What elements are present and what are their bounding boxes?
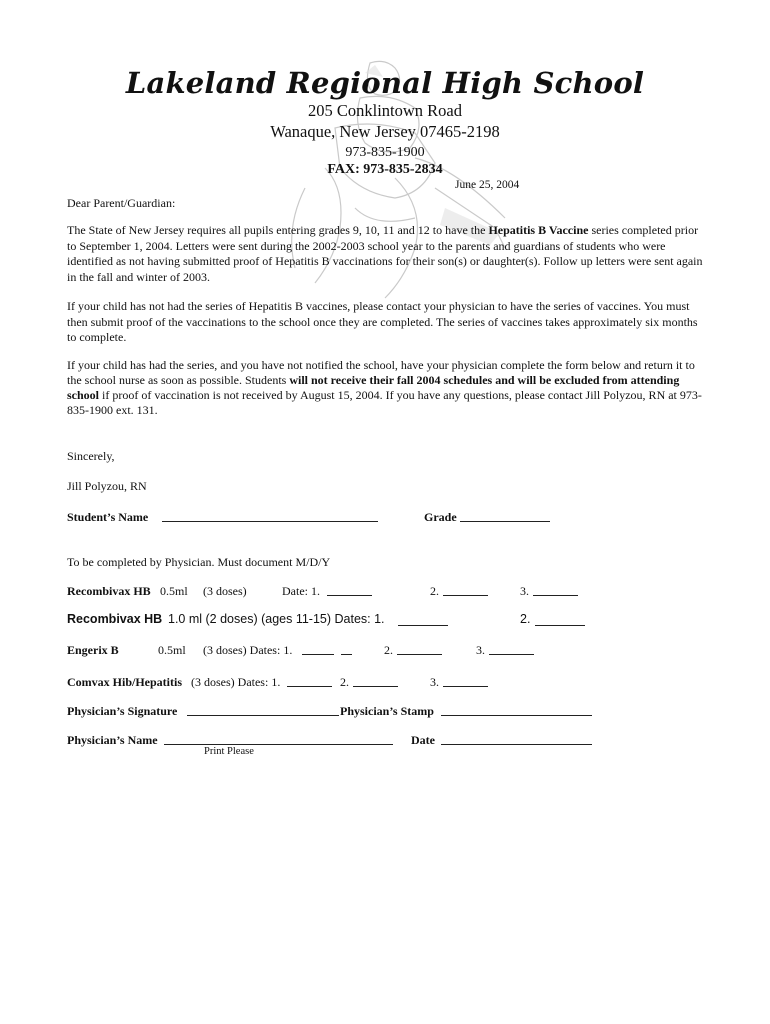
- paragraph-1: [67, 223, 707, 285]
- physician-signature-field[interactable]: [187, 703, 339, 716]
- recombivax-10-details: 1.0 ml (2 doses) (ages 11-15) Dates: 1.: [168, 612, 385, 626]
- paragraph-3-bold: will not receive their fall 2004 schedules and will be excluded from attending school: [67, 373, 680, 402]
- engerix-name: Engerix B: [67, 643, 119, 657]
- print-please-note: Print Please: [204, 746, 254, 757]
- physician-stamp-label: Physician’s Stamp: [340, 704, 434, 718]
- comvax-date-3-field[interactable]: [443, 674, 488, 687]
- recombivax-10-date-2-field[interactable]: [535, 613, 585, 626]
- date-label: Date: [411, 733, 435, 747]
- engerix-details: (3 doses) Dates: 1.: [203, 643, 293, 657]
- phone-number: 973-835-1900: [345, 145, 425, 160]
- paragraph-3: [67, 358, 707, 418]
- physician-name-label: Physician’s Name: [67, 733, 158, 747]
- signature-name: Jill Polyzou, RN: [67, 479, 147, 493]
- physician-instructions: To be completed by Physician. Must document M/D/Y: [67, 555, 331, 569]
- physician-name-field[interactable]: [164, 732, 393, 745]
- engerix-date-2-field[interactable]: [397, 642, 442, 655]
- paragraph-3-start: If your child has had the series, and you have not notified the school, have your physician complete the form below and return it to the school nurse as soon as possible. Students: [67, 358, 695, 387]
- grade-label: Grade: [424, 510, 457, 524]
- comvax-details: (3 doses) Dates: 1.: [191, 675, 281, 689]
- grade-field[interactable]: [460, 509, 550, 522]
- recombivax-05-name: Recombivax HB: [67, 584, 151, 598]
- date-field[interactable]: [441, 732, 592, 745]
- closing: Sincerely,: [67, 449, 115, 463]
- engerix-dose: 0.5ml: [158, 643, 186, 657]
- physician-signature-label: Physician’s Signature: [67, 704, 178, 718]
- recombivax-05-date-2-field[interactable]: [443, 583, 488, 596]
- recombivax-05-date-2-label: 2.: [430, 584, 439, 598]
- recombivax-05-count: (3 doses): [203, 584, 247, 598]
- paragraph-2: If your child has not had the series of Hepatitis B vaccines, please contact your physician to have the series of vaccines. You must then submit proof of the vaccinations to the school once they are completed. The series of vaccines takes approximately six months to complete.: [67, 299, 698, 344]
- address-line-2: Wanaque, New Jersey 07465-2198: [270, 122, 500, 141]
- engerix-date-1-extra-field[interactable]: [341, 642, 352, 655]
- paragraph-1-start: The State of New Jersey requires all pupils entering grades 9, 10, 11 and 12 to have the: [67, 223, 489, 237]
- paragraph-3-end: if proof of vaccination is not received by August 15, 2004. If you have any questions, please contact Jill Polyzou, RN at 973-835-1900 ext. 131.: [67, 388, 702, 417]
- comvax-date-2-label: 2.: [340, 675, 349, 689]
- recombivax-05-date-1-label: Date: 1.: [282, 584, 320, 598]
- salutation: Dear Parent/Guardian:: [67, 196, 176, 210]
- recombivax-10-name: Recombivax HB: [67, 612, 163, 626]
- physician-stamp-field[interactable]: [441, 703, 592, 716]
- letter-date: June 25, 2004: [455, 179, 520, 191]
- address-line-1: 205 Conklintown Road: [307, 101, 462, 120]
- student-name-field[interactable]: [162, 509, 378, 522]
- fax-number: FAX: 973-835-2834: [327, 162, 443, 177]
- comvax-name: Comvax Hib/Hepatitis: [67, 675, 183, 689]
- comvax-date-3-label: 3.: [430, 675, 439, 689]
- engerix-date-1-field[interactable]: [302, 642, 334, 655]
- recombivax-05-date-3-label: 3.: [520, 584, 529, 598]
- school-name-title: Lakeland Regional High School: [125, 66, 645, 100]
- recombivax-05-dose: 0.5ml: [160, 584, 188, 598]
- paragraph-1-end: series completed prior to September 1, 2004. Letters were sent during the 2002-2003 school year to the parents and guardians of students who were identified as not having submitted proof of Hepatitis B vaccinations for their son(s) or daughter(s). Follow up letters were sent again in the fall and winter of 2003.: [67, 223, 703, 284]
- engerix-date-3-field[interactable]: [489, 642, 534, 655]
- recombivax-10-date-1-field[interactable]: [398, 613, 448, 626]
- engerix-date-2-label: 2.: [384, 643, 393, 657]
- recombivax-05-date-3-field[interactable]: [533, 583, 578, 596]
- paragraph-1-bold: Hepatitis B Vaccine: [488, 223, 589, 237]
- recombivax-10-date-2-label: 2.: [520, 612, 531, 626]
- recombivax-05-date-1-field[interactable]: [327, 583, 372, 596]
- comvax-date-2-field[interactable]: [353, 674, 398, 687]
- student-name-label: Student’s Name: [67, 510, 149, 524]
- engerix-date-3-label: 3.: [476, 643, 485, 657]
- comvax-date-1-field[interactable]: [287, 674, 332, 687]
